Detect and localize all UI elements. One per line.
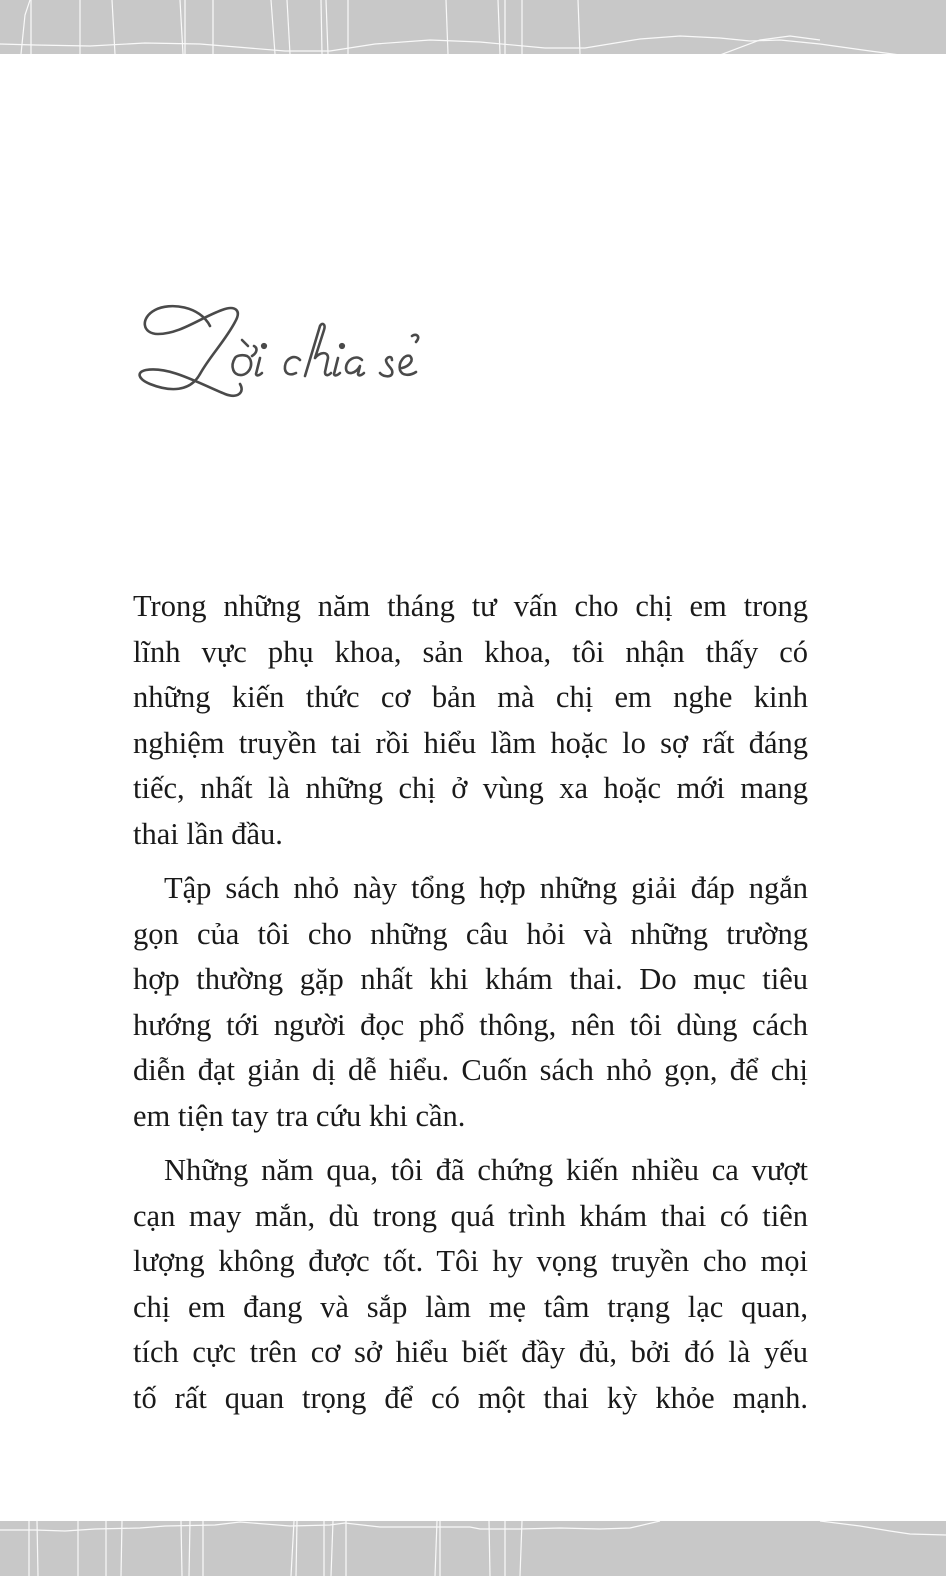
bottom-decorative-band	[0, 1521, 946, 1576]
text-line: lượng không được tốt. Tôi hy vọng truyền cho mọi	[133, 1244, 808, 1278]
text-line: Trong những năm tháng tư vấn cho chị em trong	[133, 589, 808, 623]
paragraph-2	[133, 866, 808, 1139]
text-line: cạn may mắn, dù trong quá trình khám thai có tiên	[133, 1198, 808, 1233]
band-pattern-icon	[0, 1521, 946, 1576]
text-line: chị em đang và sắp làm mẹ tâm trạng lạc quan,	[133, 1289, 808, 1324]
text-line: Những năm qua, tôi đã chứng kiến nhiều ca vượt	[164, 1153, 808, 1187]
text-line: tích cực trên cơ sở hiểu biết đầy đủ, bởi đó là yếu	[133, 1335, 808, 1369]
text-line: em tiện tay tra cứu khi cần.	[133, 1098, 466, 1133]
band-pattern-icon	[0, 0, 946, 54]
text-line: lĩnh vực phụ khoa, sản khoa, tôi nhận thấy có	[133, 634, 808, 669]
text-line: gọn của tôi cho những câu hỏi và những trường	[133, 916, 808, 951]
text-line: diễn đạt giản dị dễ hiểu. Cuốn sách nhỏ gọn, để chị	[133, 1053, 808, 1087]
text-line: tố rất quan trọng để có một thai kỳ khỏe mạnh.	[133, 1380, 808, 1415]
top-decorative-band	[0, 0, 946, 54]
text-line: nghiệm truyền tai rồi hiểu lầm hoặc lo sợ rất đáng	[133, 725, 808, 760]
text-line: hợp thường gặp nhất khi khám thai. Do mục tiêu	[133, 962, 808, 996]
text-line: Tập sách nhỏ này tổng hợp những giải đáp ngắn	[164, 871, 808, 905]
text-line: hướng tới người đọc phổ thông, nên tôi dùng cách	[133, 1007, 808, 1042]
body-text	[133, 584, 808, 1421]
text-line: tiếc, nhất là những chị ở vùng xa hoặc mới mang	[133, 771, 808, 805]
page-heading	[130, 296, 490, 416]
text-line: thai lần đầu.	[133, 816, 283, 851]
text-line: những kiến thức cơ bản mà chị em nghe kinh	[133, 680, 808, 714]
paragraph-3	[133, 1148, 808, 1421]
heading-script-icon	[130, 296, 490, 416]
paragraph-1	[133, 584, 808, 857]
